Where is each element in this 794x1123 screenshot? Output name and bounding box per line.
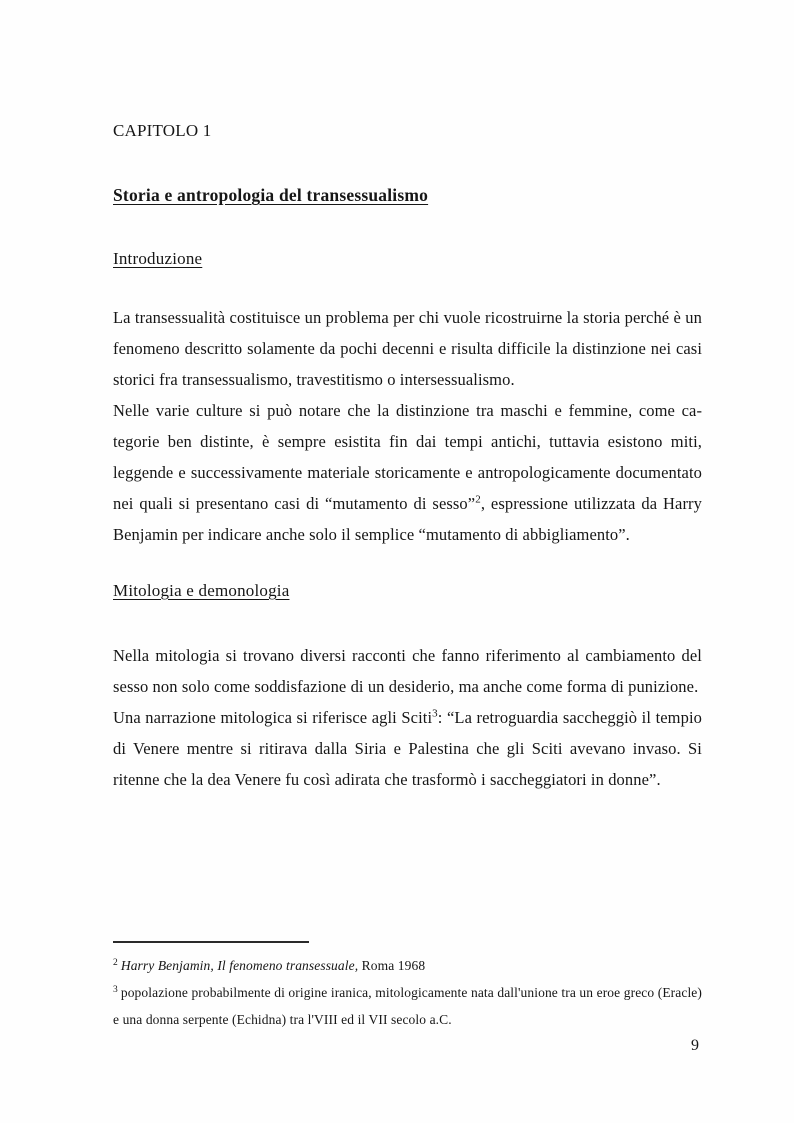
section-heading-mitologia: Mitologia e demonologia	[113, 581, 290, 600]
paragraph-1: La transessualità costituisce un problema per chi vuole ricostruirne la storia perché è un fenomeno descritto solamente da pochi decenni e risulta difficile la distinzione nei casi storici fra transessualismo, travestitismo o intersessualismo.	[113, 308, 702, 389]
footnote-2-citation: Harry Benjamin, Il fenomeno transessuale,	[120, 958, 359, 973]
paragraph-4	[113, 702, 702, 795]
footnote-reference-2: 2	[475, 493, 481, 506]
footnote-2-publication: Roma 1968	[358, 958, 426, 973]
chapter-title: Storia e antropologia del transessualismo	[113, 185, 429, 205]
page-number: 9	[691, 1037, 699, 1054]
footnote-2	[113, 952, 702, 979]
footnotes-section	[113, 941, 702, 1033]
footnote-reference-3: 3	[432, 707, 438, 720]
paragraph-4-text-before-footnote: Una narrazione mitologica si riferisce agli Sciti	[113, 708, 433, 727]
footnote-3-marker: 3	[113, 984, 118, 995]
section-heading-introduzione: Introduzione	[113, 249, 203, 268]
page-content	[113, 0, 702, 795]
paragraph-2	[113, 395, 702, 550]
paragraph-4-text-after-footnote: : “La retroguardia saccheggiò il tempio di Venere mentre si ritirava dalla Siria e Palestina che gli Sciti avevano invaso. Si ritenne che la dea Venere fu così adirata che trasformò i saccheggiatori in donne”.	[113, 708, 702, 789]
footnote-2-marker: 2	[113, 957, 118, 968]
paragraph-3: Nella mitologia si trovano diversi racconti che fanno riferimento al cambiamento del sesso non solo come soddisfazione di un desiderio, ma anche come forma di punizione.	[113, 646, 702, 696]
footnote-3	[113, 979, 702, 1033]
paragraph-2-text-before-footnote: Nelle varie culture si può notare che la distinzione tra maschi e femmine, come categorie ben distinte, è sempre esistita fin dai tempi antichi, tuttavia esistono miti, leggende e successivamente materiale storicamente e antropologicamente documentato nei quali si presentano casi di “mutamento di sesso”	[113, 401, 702, 513]
chapter-label: CAPITOLO 1	[113, 121, 212, 140]
footnote-3-text: popolazione probabilmente di origine iranica, mitologicamente nata dall'unione tra un eroe greco (Eracle) e una donna serpente (Echidna) tra l'VIII ed il VII secolo a.C.	[113, 985, 702, 1027]
paragraph-2-text-after-footnote: , espressione utilizzata da Harry Benjamin per indicare anche solo il semplice “mutamento di abbigliamento”.	[113, 494, 702, 544]
footnote-separator-line	[113, 941, 309, 943]
